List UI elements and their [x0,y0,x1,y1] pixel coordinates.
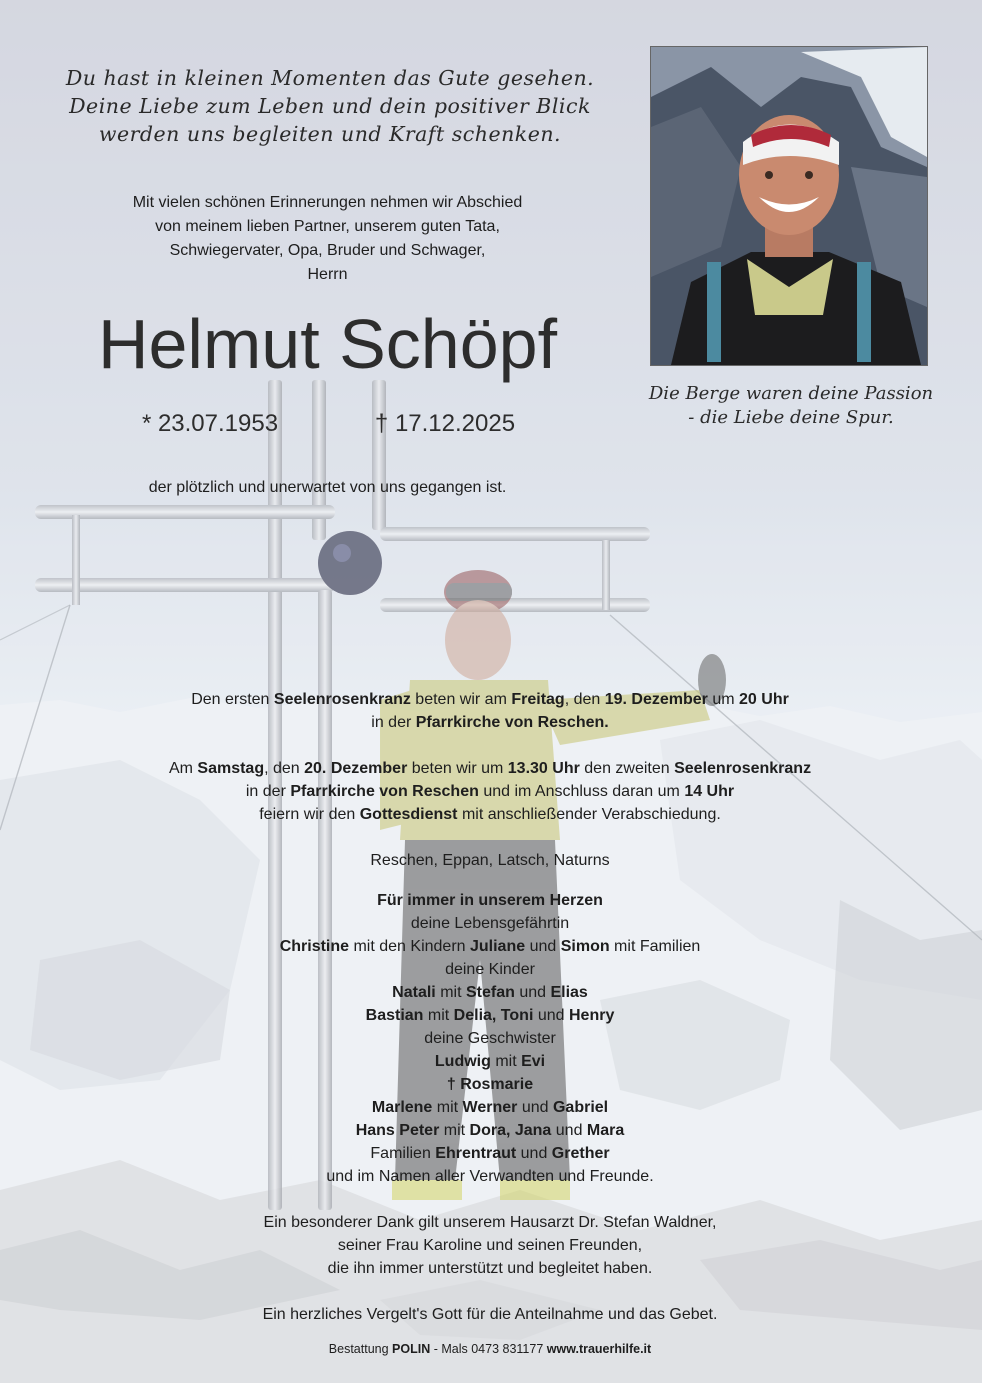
rosary-second-line1: Am Samstag, den 20. Dezember beten wir um 13.30 Uhr den zweiten Seelenrosenkranz [168,760,812,777]
sibling-line: Hans Peter mit Dora, Jana und Mara [355,1122,625,1139]
partner-label: deine Lebensgefährtin [410,915,570,932]
intro-line: Mit vielen schönen Erinnerungen nehmen wir Abschied [132,194,523,211]
families-line: Familien Ehrentraut und Grether [370,1145,610,1162]
photo-caption [626,382,956,430]
intro-text [80,191,575,287]
relatives-line: und im Namen aller Verwandten und Freunde. [326,1168,654,1185]
quote-line: Deine Liebe zum Leben und dein positiver Blick [69,94,591,118]
intro-line: von meinem lieben Partner, unserem guten Tata, [155,218,500,235]
quote-line: Du hast in kleinen Momenten das Gute gesehen. [65,66,595,90]
announcement-body [60,688,920,1326]
child-line: Bastian mit Delia, Toni und Henry [365,1007,615,1024]
quote-line: werden uns begleiten und Kraft schenken. [98,122,562,146]
family-heart-line: Für immer in unserem Herzen [377,892,603,909]
intro-line: Herrn [307,266,348,283]
sibling-line: † Rosmarie [446,1076,534,1093]
places: Reschen, Eppan, Latsch, Naturns [370,852,610,869]
rosary-second-line2: in der Pfarrkirche von Reschen und im Anschluss daran um 14 Uhr [245,783,735,800]
funeral-home-name: POLIN [392,1342,431,1356]
website-link[interactable]: www.trauerhilfe.it [546,1342,652,1356]
children-label: deine Kinder [445,961,535,978]
sibling-line: Marlene mit Werner und Gabriel [371,1099,609,1116]
thanks-line: die ihn immer unterstützt und begleitet haben. [327,1260,653,1277]
portrait-photo [650,46,928,366]
intro-line: Schwiegervater, Opa, Bruder und Schwager, [169,242,486,259]
caption-line: - die Liebe deine Spur. [688,407,894,428]
death-subline: der plötzlich und unerwartet von uns gegangen ist. [148,479,507,496]
deceased-name: Helmut Schöpf [97,305,558,383]
rosary-first-line2: in der Pfarrkirche von Reschen. [371,714,609,731]
funeral-home-footer: Bestattung POLIN - Mals 0473 831177 www.trauerhilfe.it [328,1342,652,1356]
thanks-line: Ein besonderer Dank gilt unserem Hausarzt Dr. Stefan Waldner, [263,1214,717,1231]
portrait-illustration [651,47,927,365]
gratitude-line: Ein herzliches Vergelt's Gott für die Anteilnahme und das Gebet. [262,1306,718,1323]
partner-line: Christine mit den Kindern Juliane und Simon mit Familien [279,938,701,955]
opening-quote [30,64,630,148]
death-date: † 17.12.2025 [374,410,516,437]
rosary-first-line1: Den ersten Seelenrosenkranz beten wir am Freitag, den 19. Dezember um 20 Uhr [191,691,789,708]
sibling-line: Ludwig mit Evi [434,1053,546,1070]
child-line: Natali mit Stefan und Elias [392,984,588,1001]
siblings-label: deine Geschwister [424,1030,556,1047]
birth-date: * 23.07.1953 [141,410,279,437]
caption-line: Die Berge waren deine Passion [648,383,934,404]
thanks-line: seiner Frau Karoline und seinen Freunden, [337,1237,643,1254]
rosary-second-line3: feiern wir den Gottesdienst mit anschließender Verabschiedung. [259,806,721,823]
